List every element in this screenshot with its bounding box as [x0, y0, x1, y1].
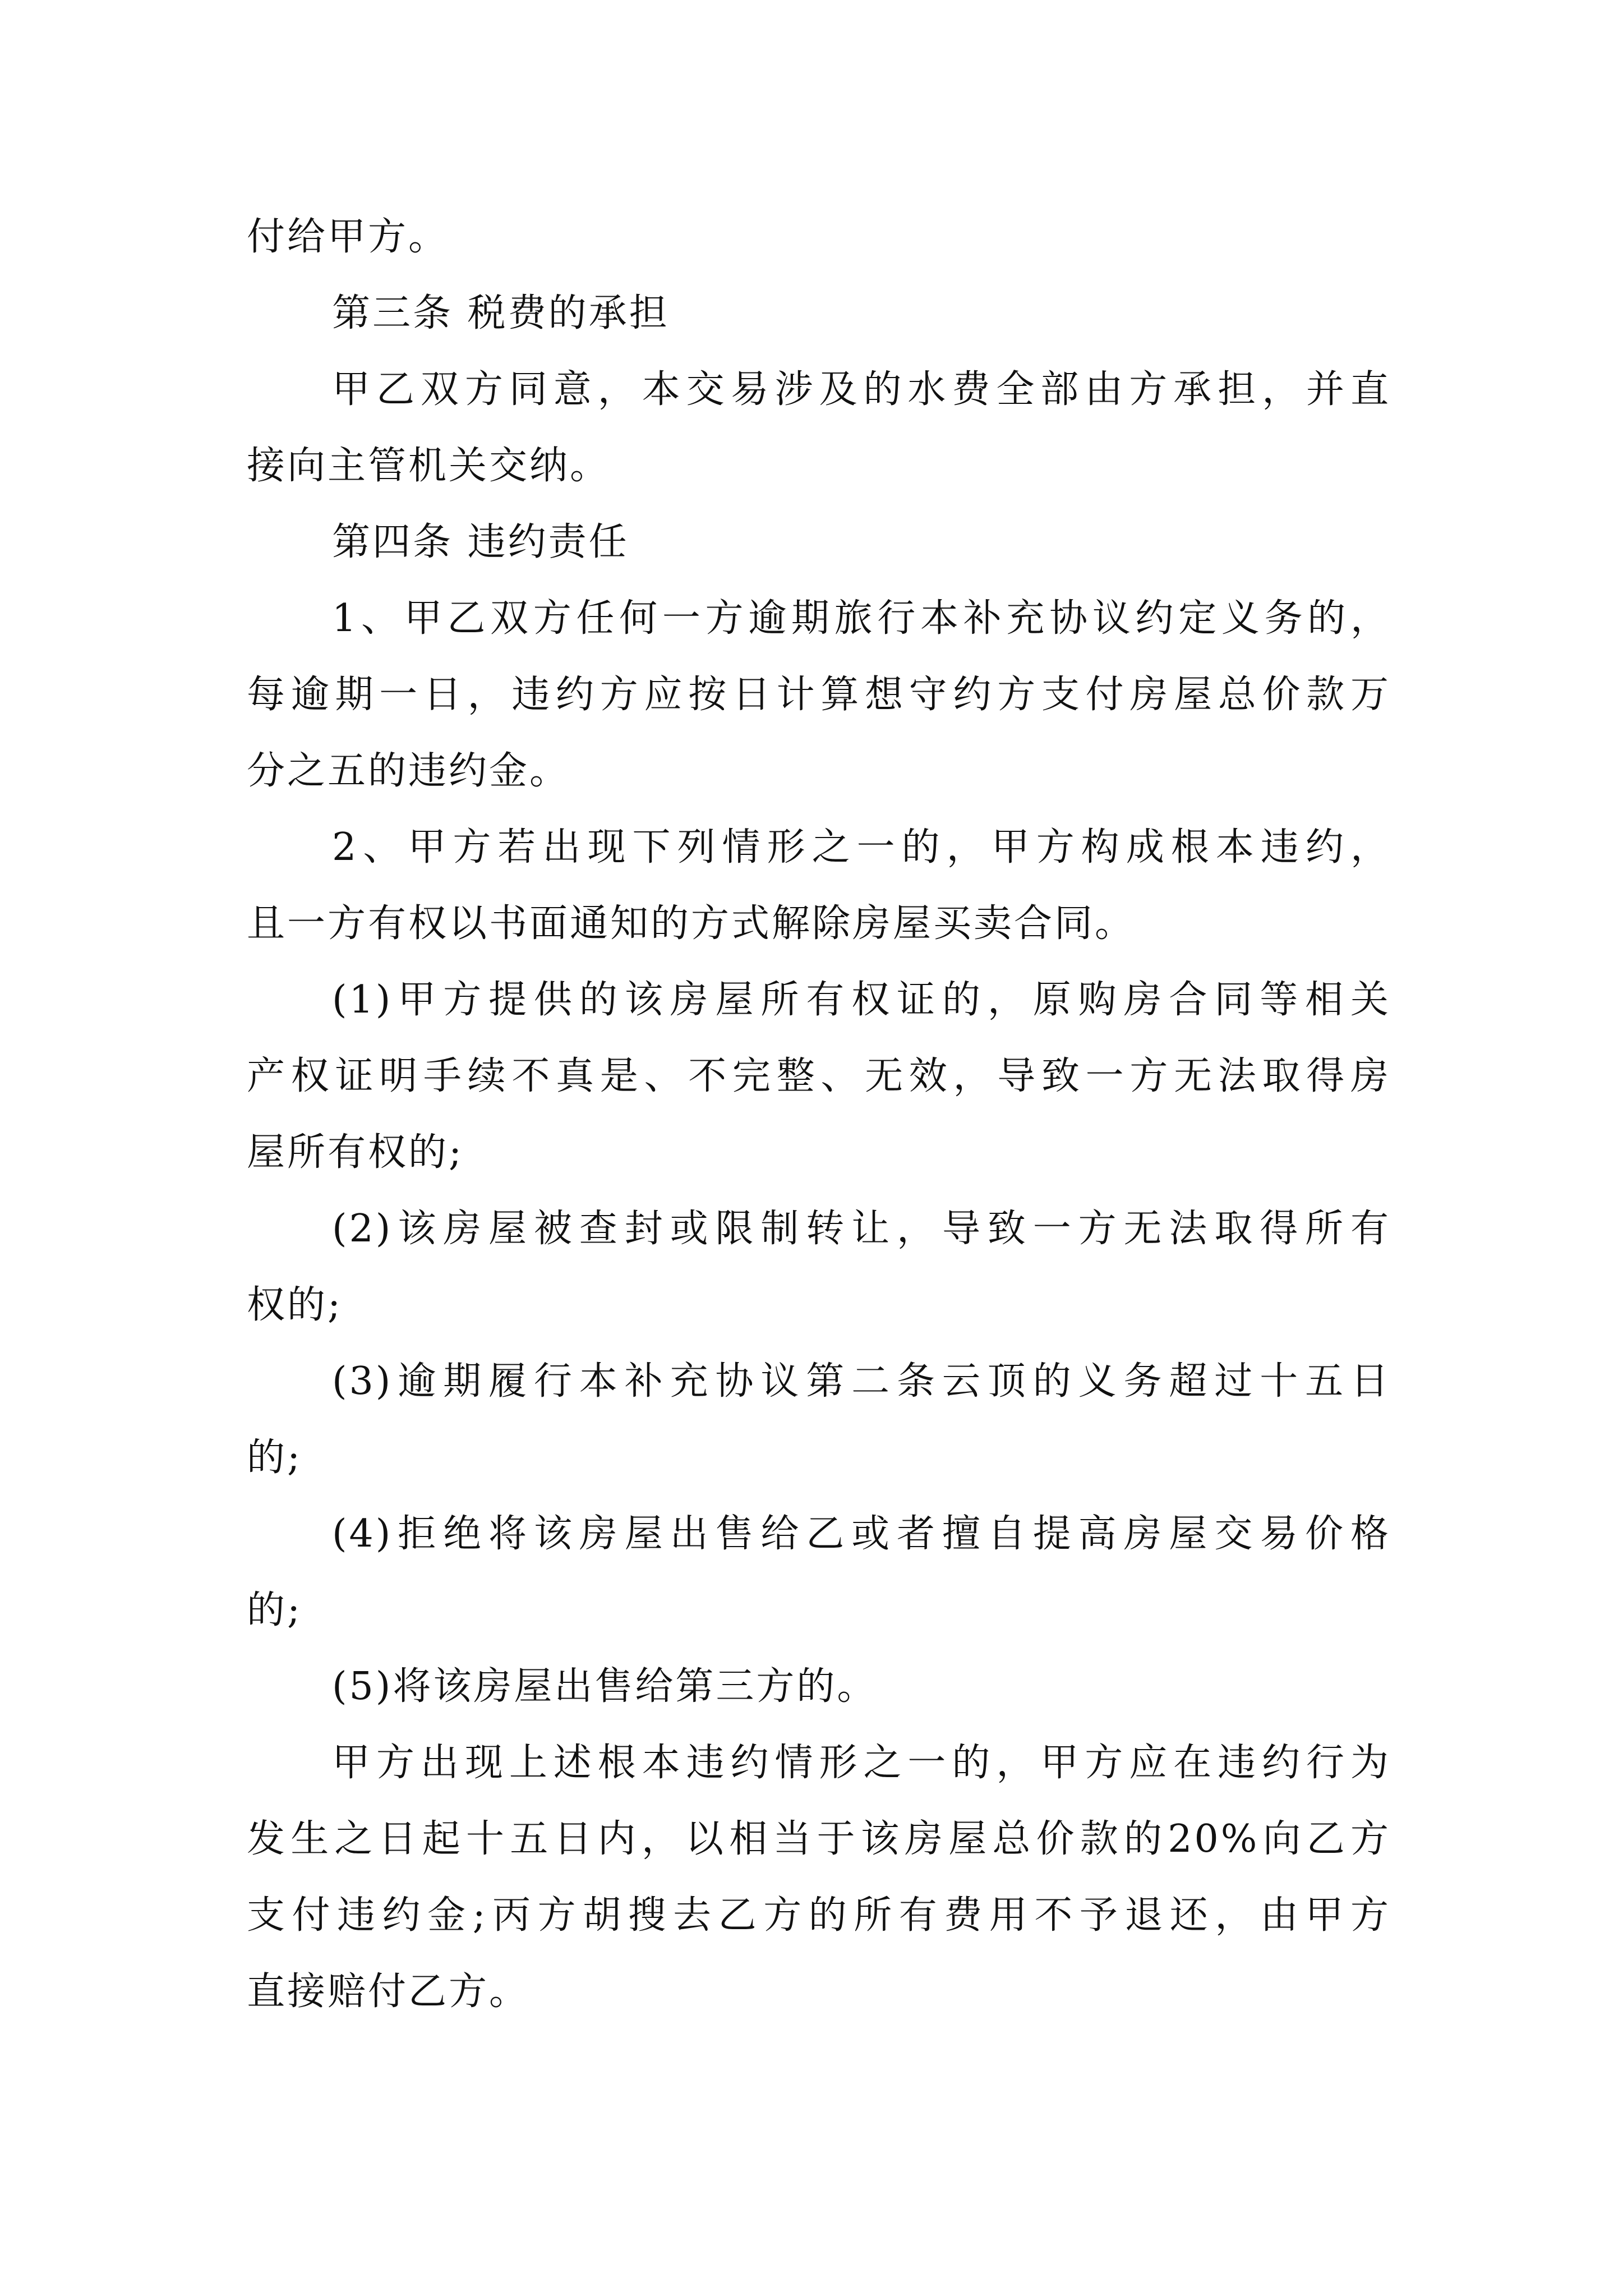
- text-line: 接向主管机关交纳。: [247, 444, 611, 488]
- text-line: 分之五的违约金。: [247, 749, 570, 793]
- text-line: 的;: [247, 1588, 302, 1632]
- text-line: 甲乙双方同意，本交易涉及的水费全部由方承担，并直: [332, 367, 1391, 412]
- text-line: 支付违约金;丙方胡搜去乙方的所有费用不予退还，由甲方: [247, 1893, 1391, 1938]
- document-body: [247, 199, 1391, 2030]
- text-line: (3)逾期履行本补充协议第二条云顶的义务超过十五日: [332, 1359, 1391, 1404]
- text-line: 直接赔付乙方。: [247, 1970, 530, 2014]
- text-line: 且一方有权以书面通知的方式解除房屋买卖合同。: [247, 901, 1136, 946]
- text-line: (2)该房屋被查封或限制转让，导致一方无法取得所有: [332, 1207, 1391, 1251]
- text-line: (1)甲方提供的该房屋所有权证的，原购房合同等相关: [332, 978, 1391, 1022]
- text-line: 发生之日起十五日内，以相当于该房屋总价款的20%向乙方: [247, 1817, 1391, 1861]
- text-line: 产权证明手续不真是、不完整、无效，导致一方无法取得房: [247, 1054, 1391, 1098]
- text-line: 2、甲方若出现下列情形之一的，甲方构成根本违约，: [332, 825, 1391, 869]
- text-line: 1、甲乙双方任何一方逾期旅行本补充协议约定义务的，: [332, 596, 1391, 641]
- text-line: 权的;: [247, 1283, 343, 1327]
- text-line: (5)将该房屋出售给第三方的。: [332, 1664, 878, 1709]
- text-line: 甲方出现上述根本违约情形之一的，甲方应在违约行为: [332, 1741, 1391, 1785]
- section-heading: 第四条 违约责任: [332, 520, 629, 564]
- text-line: 付给甲方。: [247, 215, 449, 259]
- text-line: (4)拒绝将该房屋出售给乙或者擅自提高房屋交易价格: [332, 1512, 1391, 1556]
- text-line: 的;: [247, 1435, 302, 1480]
- text-line: 屋所有权的;: [247, 1130, 464, 1175]
- section-heading: 第三条 税费的承担: [332, 291, 670, 335]
- text-line: 每逾期一日，违约方应按日计算想守约方支付房屋总价款万: [247, 673, 1391, 717]
